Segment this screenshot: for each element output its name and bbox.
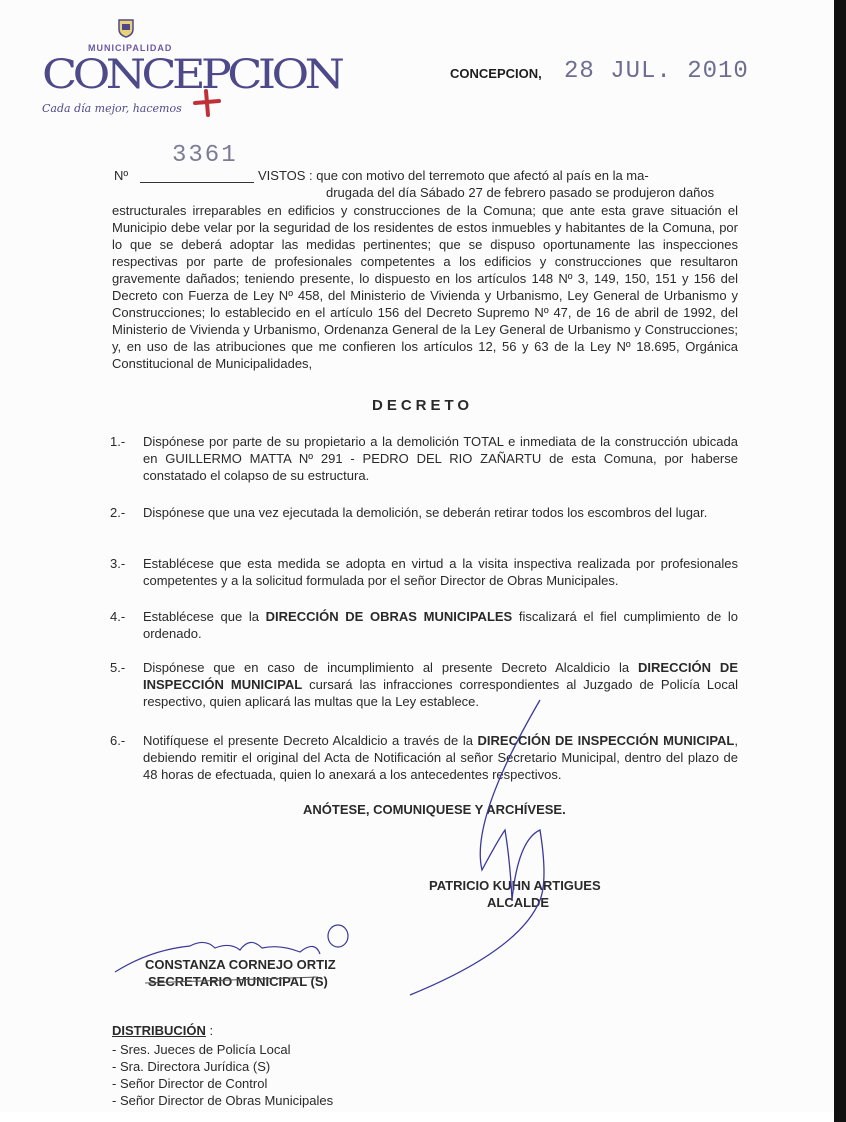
item-text: Dispónese que en caso de incumplimiento al presente Decreto Alcaldicio la DIRECCIÓN DE INSPECCIÓN MUNICIPAL cursará las infracciones correspondientes al Juzgado de Policía Local respectivo, quien aplicará las multas que la Ley establece. xyxy=(143,660,738,709)
vistos-body: estructurales irreparables en edificios y construcciones de la Comuna; que ante esta grave situación el Municipio debe velar por la seguridad de los residentes de estos inmuebles y habitantes de la Comuna, por lo que se deberá adoptar las medidas pertinentes; que se dispuso oportunamente las inspecciones respectivas por parte de profesionales competentes a los edificios y construcciones que resultaron gravemente dañados; teniendo presente, lo dispuesto en los artículos 148 Nº 3, 149, 150, 151 y 156 del Decreto con Fuerza de Ley Nº 458, del Ministerio de Vivienda y Urbanismo, Ley General de Urbanismo y Construcciones; lo establecido en el artículo 156 del Decreto Supremo Nº 47, de 16 de abril de 1992, del Ministerio de Vivienda y Urbanismo, Ordenanza General de la Ley General de Urbanismo y Construcciones; y, en uso de las atribuciones que me confieren los artículos 12, 56 y 63 de la Ley Nº 18.695, Orgánica Constitucional de Municipalidades, xyxy=(112,203,738,371)
secretary-name: CONSTANZA CORNEJO ORTIZ xyxy=(145,957,336,972)
logo-plus-icon xyxy=(192,88,222,118)
list-item: - Señor Director de Obras Municipales xyxy=(112,1093,334,1108)
item-text: Dispónese por parte de su propietario a la demolición TOTAL e inmediata de la construcción ubicada en GUILLERMO MATTA Nº 291 - PEDRO DEL RIO ZAÑARTU de esta Comuna, por haberse constatado el colapso de su estructura. xyxy=(143,434,738,483)
municipality-logo xyxy=(42,18,341,128)
mayor-title: ALCALDE xyxy=(487,895,550,910)
decree-number-line xyxy=(140,182,254,183)
decree-heading: DECRETO xyxy=(372,397,474,414)
distribution-heading: DISTRIBUCIÓN : xyxy=(112,1023,214,1038)
item-number: 4.- xyxy=(110,609,126,624)
logo-slogan: Cada día mejor, hacemos xyxy=(42,102,182,115)
closing-formula: ANÓTESE, COMUNIQUESE Y ARCHÍVESE. xyxy=(303,802,566,817)
logo-brand-text: CONCEPCION xyxy=(42,52,341,98)
mayor-name: PATRICIO KUHN ARTIGUES xyxy=(429,878,601,893)
item-bold-text: DIRECCIÓN DE INSPECCIÓN MUNICIPAL xyxy=(477,733,735,748)
item-text: Establécese que la DIRECCIÓN DE OBRAS MUNICIPALES fiscalizará el fiel cumplimiento de lo ordenado. xyxy=(143,609,738,641)
logo-municipality-text: MUNICIPALIDAD xyxy=(88,43,173,53)
vistos-line-2: drugada del día Sábado 27 de febrero pasado se produjeron daños xyxy=(326,185,715,200)
item-number: 3.- xyxy=(110,556,126,571)
item-number: 1.- xyxy=(110,434,126,449)
list-item: - Sres. Jueces de Policía Local xyxy=(112,1042,291,1057)
item-text: Notifíquese el presente Decreto Alcaldicio a través de la DIRECCIÓN DE INSPECCIÓN MUNICIPAL, debiendo remitir el original del Acta de Notificación al señor Secretario Municipal, dentro del plazo de 48 horas de efectuada, quien lo anexará a los antecedentes respectivos. xyxy=(143,733,739,782)
item-text: Dispónese que una vez ejecutada la demolición, se deberán retirar todos los escombros del lugar. xyxy=(143,505,708,520)
vistos-line-1: VISTOS : que con motivo del terremoto que afectó al país en la ma- xyxy=(258,168,649,183)
secretary-title: SECRETARIO MUNICIPAL (S) xyxy=(148,974,328,989)
item-text: Establécese que esta medida se adopta en virtud a la visita inspectiva realizada por profesionales competentes y a la solicitud formulada por el señor Director de Obras Municipales. xyxy=(143,556,738,588)
list-item: - Sra. Directora Jurídica (S) xyxy=(112,1059,271,1074)
distribution-list xyxy=(112,1041,333,1109)
scan-edge xyxy=(834,0,846,1122)
item-bold-text: DIRECCIÓN DE OBRAS MUNICIPALES xyxy=(265,609,513,624)
city-label: CONCEPCION, xyxy=(450,66,542,81)
item-number: 5.- xyxy=(110,660,126,675)
date-stamp: 28 JUL. 2010 xyxy=(564,58,749,85)
decree-number-stamp: 3361 xyxy=(172,142,238,169)
item-number: 6.- xyxy=(110,733,126,748)
list-item: - Señor Director de Control xyxy=(112,1076,268,1091)
item-bold-text: DIRECCIÓN DE INSPECCIÓN MUNICIPAL xyxy=(143,660,738,692)
decree-number-label: Nº xyxy=(114,168,129,183)
item-number: 2.- xyxy=(110,505,126,520)
coat-of-arms-icon xyxy=(118,18,134,38)
